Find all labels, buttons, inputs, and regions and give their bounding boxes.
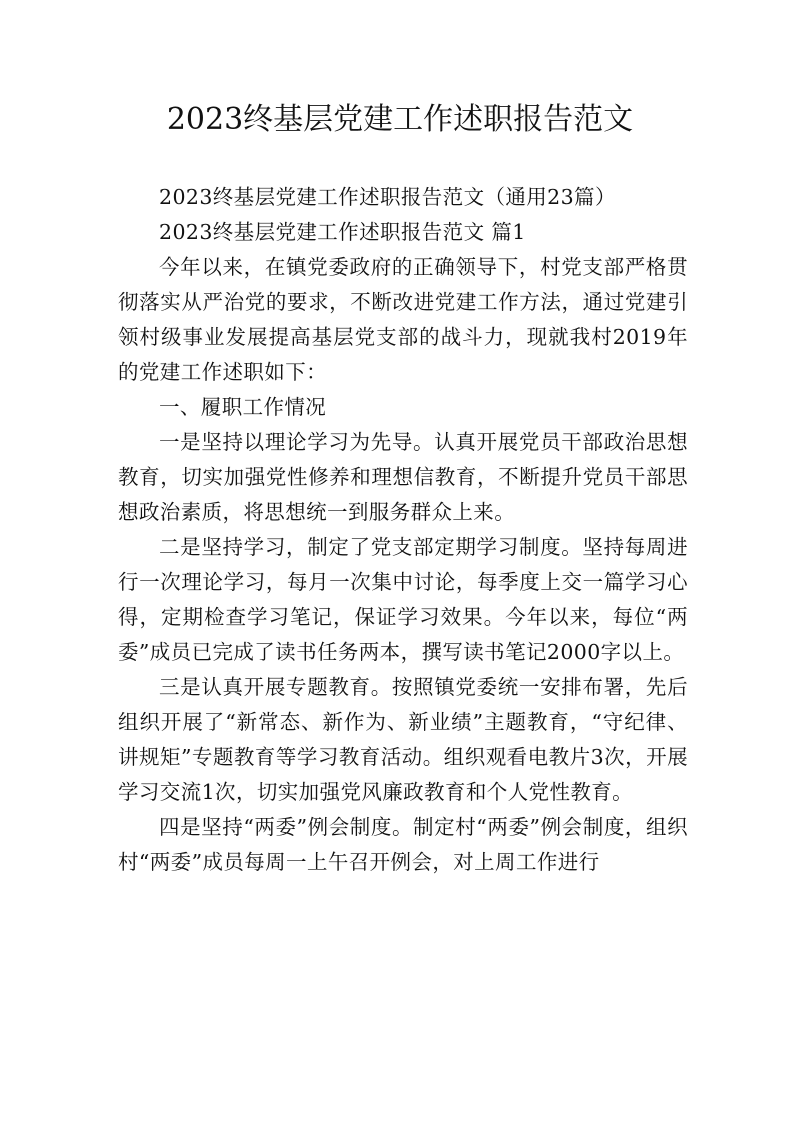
document-body: [118, 180, 688, 880]
subtitle-paragraph: 2023终基层党建工作述职报告范文（通用23篇）: [159, 185, 616, 209]
body-paragraph: 四是坚持“两委”例会制度。制定村“两委”例会制度，组织村“两委”成员每周一上午召开例会，对上周工作进行: [118, 815, 688, 874]
intro-paragraph: 今年以来，在镇党委政府的正确领导下，村党支部严格贯彻落实从严治党的要求，不断改进党建工作方法，通过党建引领村级事业发展提高基层党支部的战斗力，现就我村2019年的党建工作述职如下：: [118, 255, 688, 384]
body-paragraph: 三是认真开展专题教育。按照镇党委统一安排布署，先后组织开展了“新常态、新作为、新业绩”主题教育，“守纪律、讲规矩”专题教育等学习教育活动。组织观看电教片3次，开展学习交流1次，切实加强党风廉政教育和个人党性教育。: [118, 675, 688, 804]
subsection-heading: 一、履职工作情况: [159, 395, 327, 419]
body-paragraph: 二是坚持学习，制定了党支部定期学习制度。坚持每周进行一次理论学习，每月一次集中讨论，每季度上交一篇学习心得，定期检查学习笔记，保证学习效果。今年以来，每位“两委”成员已完成了读书任务两本，撰写读书笔记2000字以上。: [118, 535, 688, 664]
section-heading: 2023终基层党建工作述职报告范文 篇1: [159, 220, 526, 244]
document-title: 2023终基层党建工作述职报告范文: [166, 102, 634, 137]
body-paragraph: 一是坚持以理论学习为先导。认真开展党员干部政治思想教育，切实加强党性修养和理想信教育，不断提升党员干部思想政治素质，将思想统一到服务群众上来。: [118, 430, 688, 524]
